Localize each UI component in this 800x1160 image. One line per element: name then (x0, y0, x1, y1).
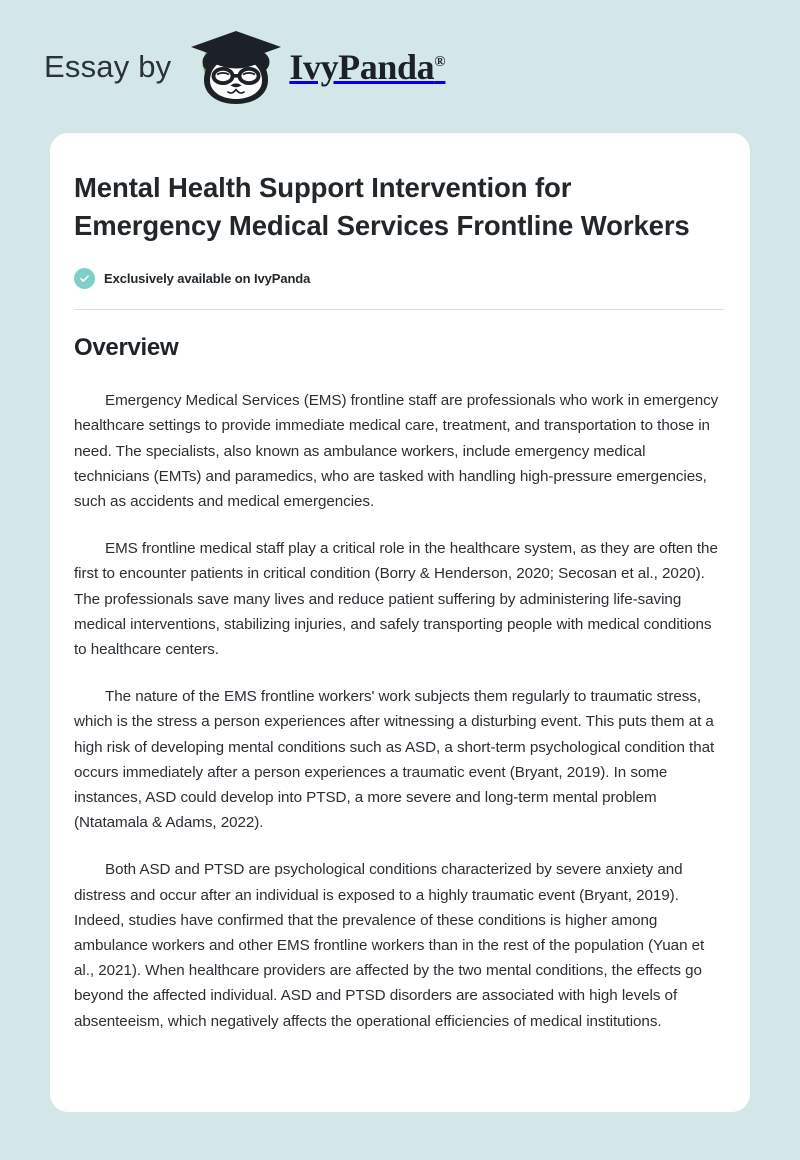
body-paragraph: EMS frontline medical staff play a critical role in the healthcare system, as they are often the first to encounter patients in critical condition (Borry & Henderson, 2020; Secosan et al., 2020). The professionals save many lives and reduce patient suffering by administering life-saving medical interventions, stabilizing injuries, and safely transporting people with medical conditions to healthcare centers. (74, 540, 718, 658)
body-paragraph: The nature of the EMS frontline workers' work subjects them regularly to traumatic stress, which is the stress a person experiences after witnessing a disturbing event. This puts them at a high risk of developing mental conditions such as ASD, a short-term psychological condition that occurs immediately after a person experiences a traumatic event (Bryant, 2019). In some instances, ASD could develop into PTSD, a more severe and long-term mental problem (Ntatamala & Adams, 2022). (74, 688, 715, 832)
body-paragraph: Emergency Medical Services (EMS) frontline staff are professionals who work in emergency healthcare settings to provide immediate medical care, treatment, and transportation to those in need. The specialists, also known as ambulance workers, include emergency medical technicians (EMTs) and paramedics, who are tasked with handling high-pressure emergencies, such as accidents and medical emergencies. (74, 392, 719, 510)
brand-name-text: IvyPanda (289, 46, 435, 87)
brand-header (0, 0, 800, 133)
essay-content-card (50, 133, 750, 1112)
essay-by-label: Essay by (44, 49, 172, 84)
section-heading-overview: Overview (74, 334, 179, 362)
ivypanda-panda-graduate-logo-icon (189, 29, 287, 107)
body-paragraph: Both ASD and PTSD are psychological conditions characterized by severe anxiety and distress and occur after an individual is exposed to a highly traumatic event (Bryant, 2019). Indeed, studies have confirmed that the prevalence of these conditions is higher among ambulance workers and other EMS frontline workers than in the rest of the population (Yuan et al., 2021). When healthcare providers are affected by the two mental conditions, the effects go beyond the affected individual. ASD and PTSD disorders are associated with high levels of absenteeism, which negatively affects the operational efficiencies of medical institutions. (74, 861, 705, 1030)
registered-mark: ® (434, 53, 446, 70)
exclusive-badge-label: Exclusively available on IvyPanda (104, 271, 311, 287)
check-circle-icon (74, 268, 95, 289)
ivypanda-logo-link[interactable] (189, 27, 445, 107)
ivypanda-wordmark (289, 46, 446, 87)
page-title: Mental Health Support Intervention for Emergency Medical Services Frontline Workers (74, 172, 690, 241)
header-divider (74, 309, 724, 310)
exclusive-availability-badge (74, 268, 724, 289)
